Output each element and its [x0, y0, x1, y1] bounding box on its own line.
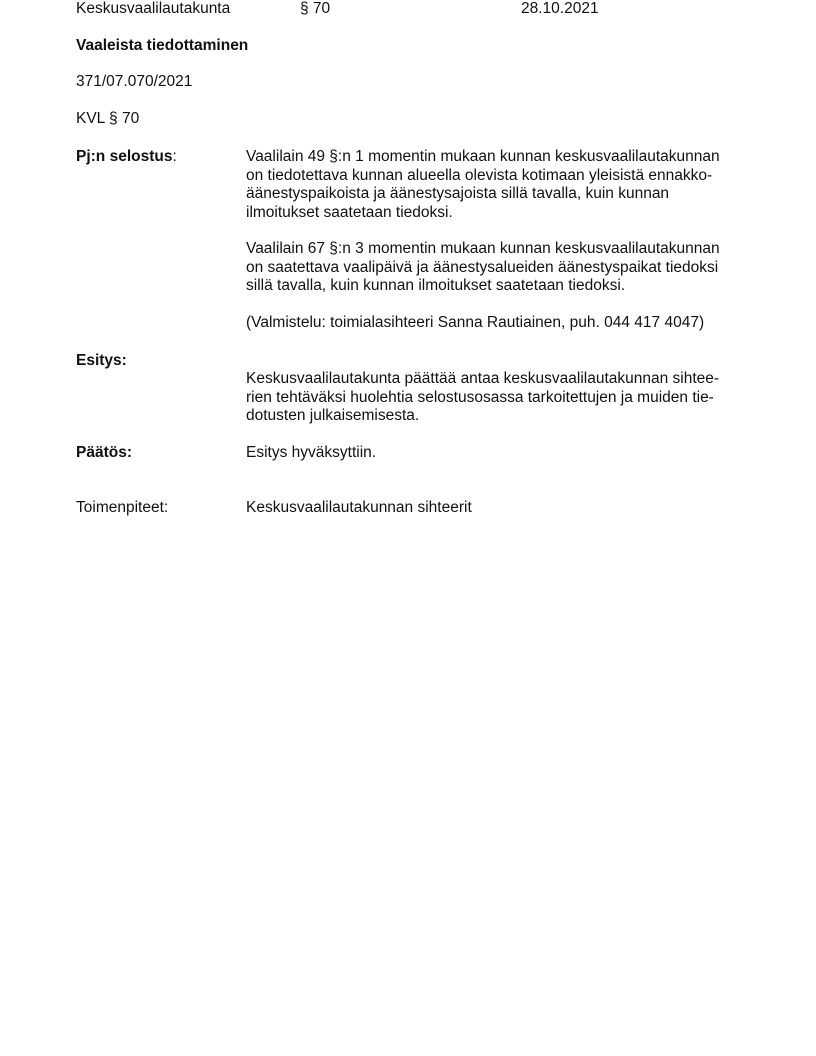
- toimenpiteet-label: Toimenpiteet:: [76, 499, 169, 516]
- selostus-paragraph-2: [246, 240, 766, 296]
- document-title: Vaaleista tiedottaminen: [76, 37, 249, 54]
- text-line: rien tehtäväksi huolehtia selostusosassa tarkoitettujen ja muiden tie-: [246, 388, 714, 406]
- text-line: sillä tavalla, kuin kunnan ilmoitukset saatetaan tiedoksi.: [246, 277, 626, 294]
- selostus-label-bold: Pj:n selostus: [76, 148, 173, 165]
- selostus-paragraph-1: [246, 148, 766, 222]
- reference: KVL § 70: [76, 110, 140, 127]
- text-line: on saatettava vaalipäivä ja äänestysalueiden äänestyspaikat tiedoksi: [246, 258, 719, 276]
- header-organ: Keskusvaalilautakunta: [76, 0, 231, 17]
- text-line: äänestyspaikoista ja äänestysajoista sillä tavalla, kuin kunnan: [246, 185, 670, 202]
- text-line: on tiedotettava kunnan alueella olevista kotimaan yleisistä ennakko-: [246, 166, 713, 184]
- toimenpiteet-text: Keskusvaalilautakunnan sihteerit: [246, 499, 472, 516]
- esitys-label: Esitys:: [76, 352, 127, 369]
- preparer-note: (Valmistelu: toimialasihteeri Sanna Rautiainen, puh. 044 417 4047): [246, 314, 705, 331]
- selostus-label-colon: :: [172, 148, 177, 165]
- text-line: Vaalilain 49 §:n 1 momentin mukaan kunnan keskusvaalilautakunnan: [246, 148, 720, 165]
- text-line: dotusten julkaisemisesta.: [246, 407, 420, 424]
- text-line: ilmoitukset saatetaan tiedoksi.: [246, 203, 453, 221]
- header-date: 28.10.2021: [521, 0, 599, 17]
- esitys-text: [246, 370, 766, 426]
- header-section: § 70: [300, 0, 331, 17]
- text-line: Keskusvaalilautakunta päättää antaa keskusvaalilautakunnan sihtee-: [246, 370, 720, 387]
- text-line: Vaalilain 67 §:n 3 momentin mukaan kunnan keskusvaalilautakunnan: [246, 240, 720, 257]
- paatos-label: Päätös:: [76, 444, 132, 461]
- paatos-text: Esitys hyväksyttiin.: [246, 444, 377, 461]
- diary-number: 371/07.070/2021: [76, 73, 193, 90]
- selostus-label: [76, 148, 177, 166]
